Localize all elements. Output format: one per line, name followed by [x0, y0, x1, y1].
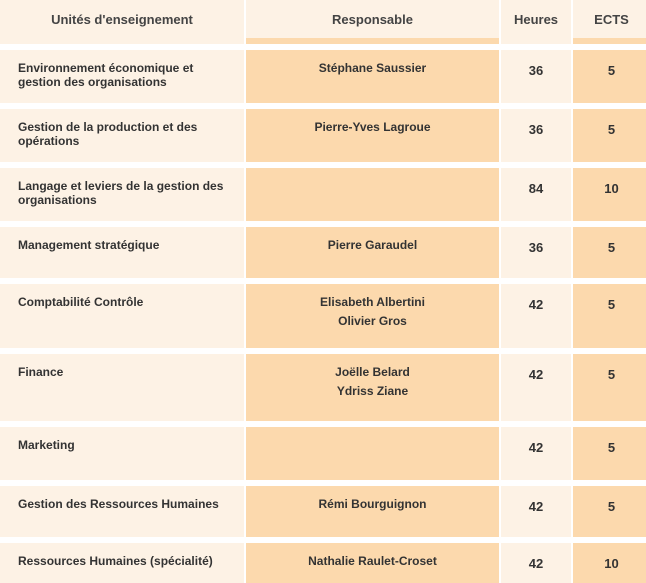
responsable-name: Rémi Bourguignon: [318, 497, 427, 511]
cell-unite: Marketing: [0, 427, 244, 480]
cell-heures: 36: [501, 227, 571, 278]
cell-unite: Ressources Humaines (spécialité): [0, 543, 244, 583]
cell-ects: 5: [573, 486, 646, 537]
header-heures: Heures: [501, 0, 571, 38]
cell-responsable: [246, 168, 499, 221]
responsable-name: Stéphane Saussier: [318, 61, 427, 75]
responsable-name: Olivier Gros: [338, 314, 407, 328]
cell-ects: 10: [573, 168, 646, 221]
cell-responsable: [246, 543, 499, 583]
cell-unite: Gestion des Ressources Humaines: [0, 486, 244, 537]
cell-ects: 5: [573, 427, 646, 480]
cell-ects: 5: [573, 109, 646, 162]
cell-heures: 36: [501, 109, 571, 162]
header-ects: ECTS: [573, 0, 646, 38]
cell-responsable: [246, 486, 499, 537]
cell-heures: 42: [501, 284, 571, 348]
cell-heures: 42: [501, 427, 571, 480]
cell-responsable: [246, 227, 499, 278]
cell-ects: 5: [573, 354, 646, 421]
responsable-name: Joëlle Belard: [335, 365, 410, 379]
cell-ects: 5: [573, 50, 646, 103]
responsable-name: Nathalie Raulet-Croset: [308, 554, 437, 568]
cell-responsable: [246, 354, 499, 421]
cell-heures: 36: [501, 50, 571, 103]
cell-unite: Environnement économique et gestion des organisations: [0, 50, 244, 103]
cell-heures: 84: [501, 168, 571, 221]
header-unite: [0, 0, 244, 38]
cell-unite: Finance: [0, 354, 244, 421]
header-unite-label: Unités d'enseignement: [51, 11, 193, 27]
cell-unite: Gestion de la production et des opérations: [0, 109, 244, 162]
cell-ects: 5: [573, 227, 646, 278]
cell-heures: 42: [501, 543, 571, 583]
cell-unite: Comptabilité Contrôle: [0, 284, 244, 348]
cell-responsable: [246, 109, 499, 162]
cell-responsable: [246, 284, 499, 348]
cell-ects: 10: [573, 543, 646, 583]
header-responsable: Responsable: [246, 0, 499, 38]
cell-ects: 5: [573, 284, 646, 348]
responsable-name: Pierre Garaudel: [327, 238, 418, 252]
cell-heures: 42: [501, 354, 571, 421]
responsable-name: Ydriss Ziane: [336, 384, 409, 398]
responsable-name: Elisabeth Albertini: [320, 295, 425, 309]
cell-responsable: [246, 50, 499, 103]
cell-heures: 42: [501, 486, 571, 537]
responsable-name: Pierre-Yves Lagroue: [314, 120, 431, 134]
cell-unite: Langage et leviers de la gestion des organisations: [0, 168, 244, 221]
cell-unite: Management stratégique: [0, 227, 244, 278]
cell-responsable: [246, 427, 499, 480]
